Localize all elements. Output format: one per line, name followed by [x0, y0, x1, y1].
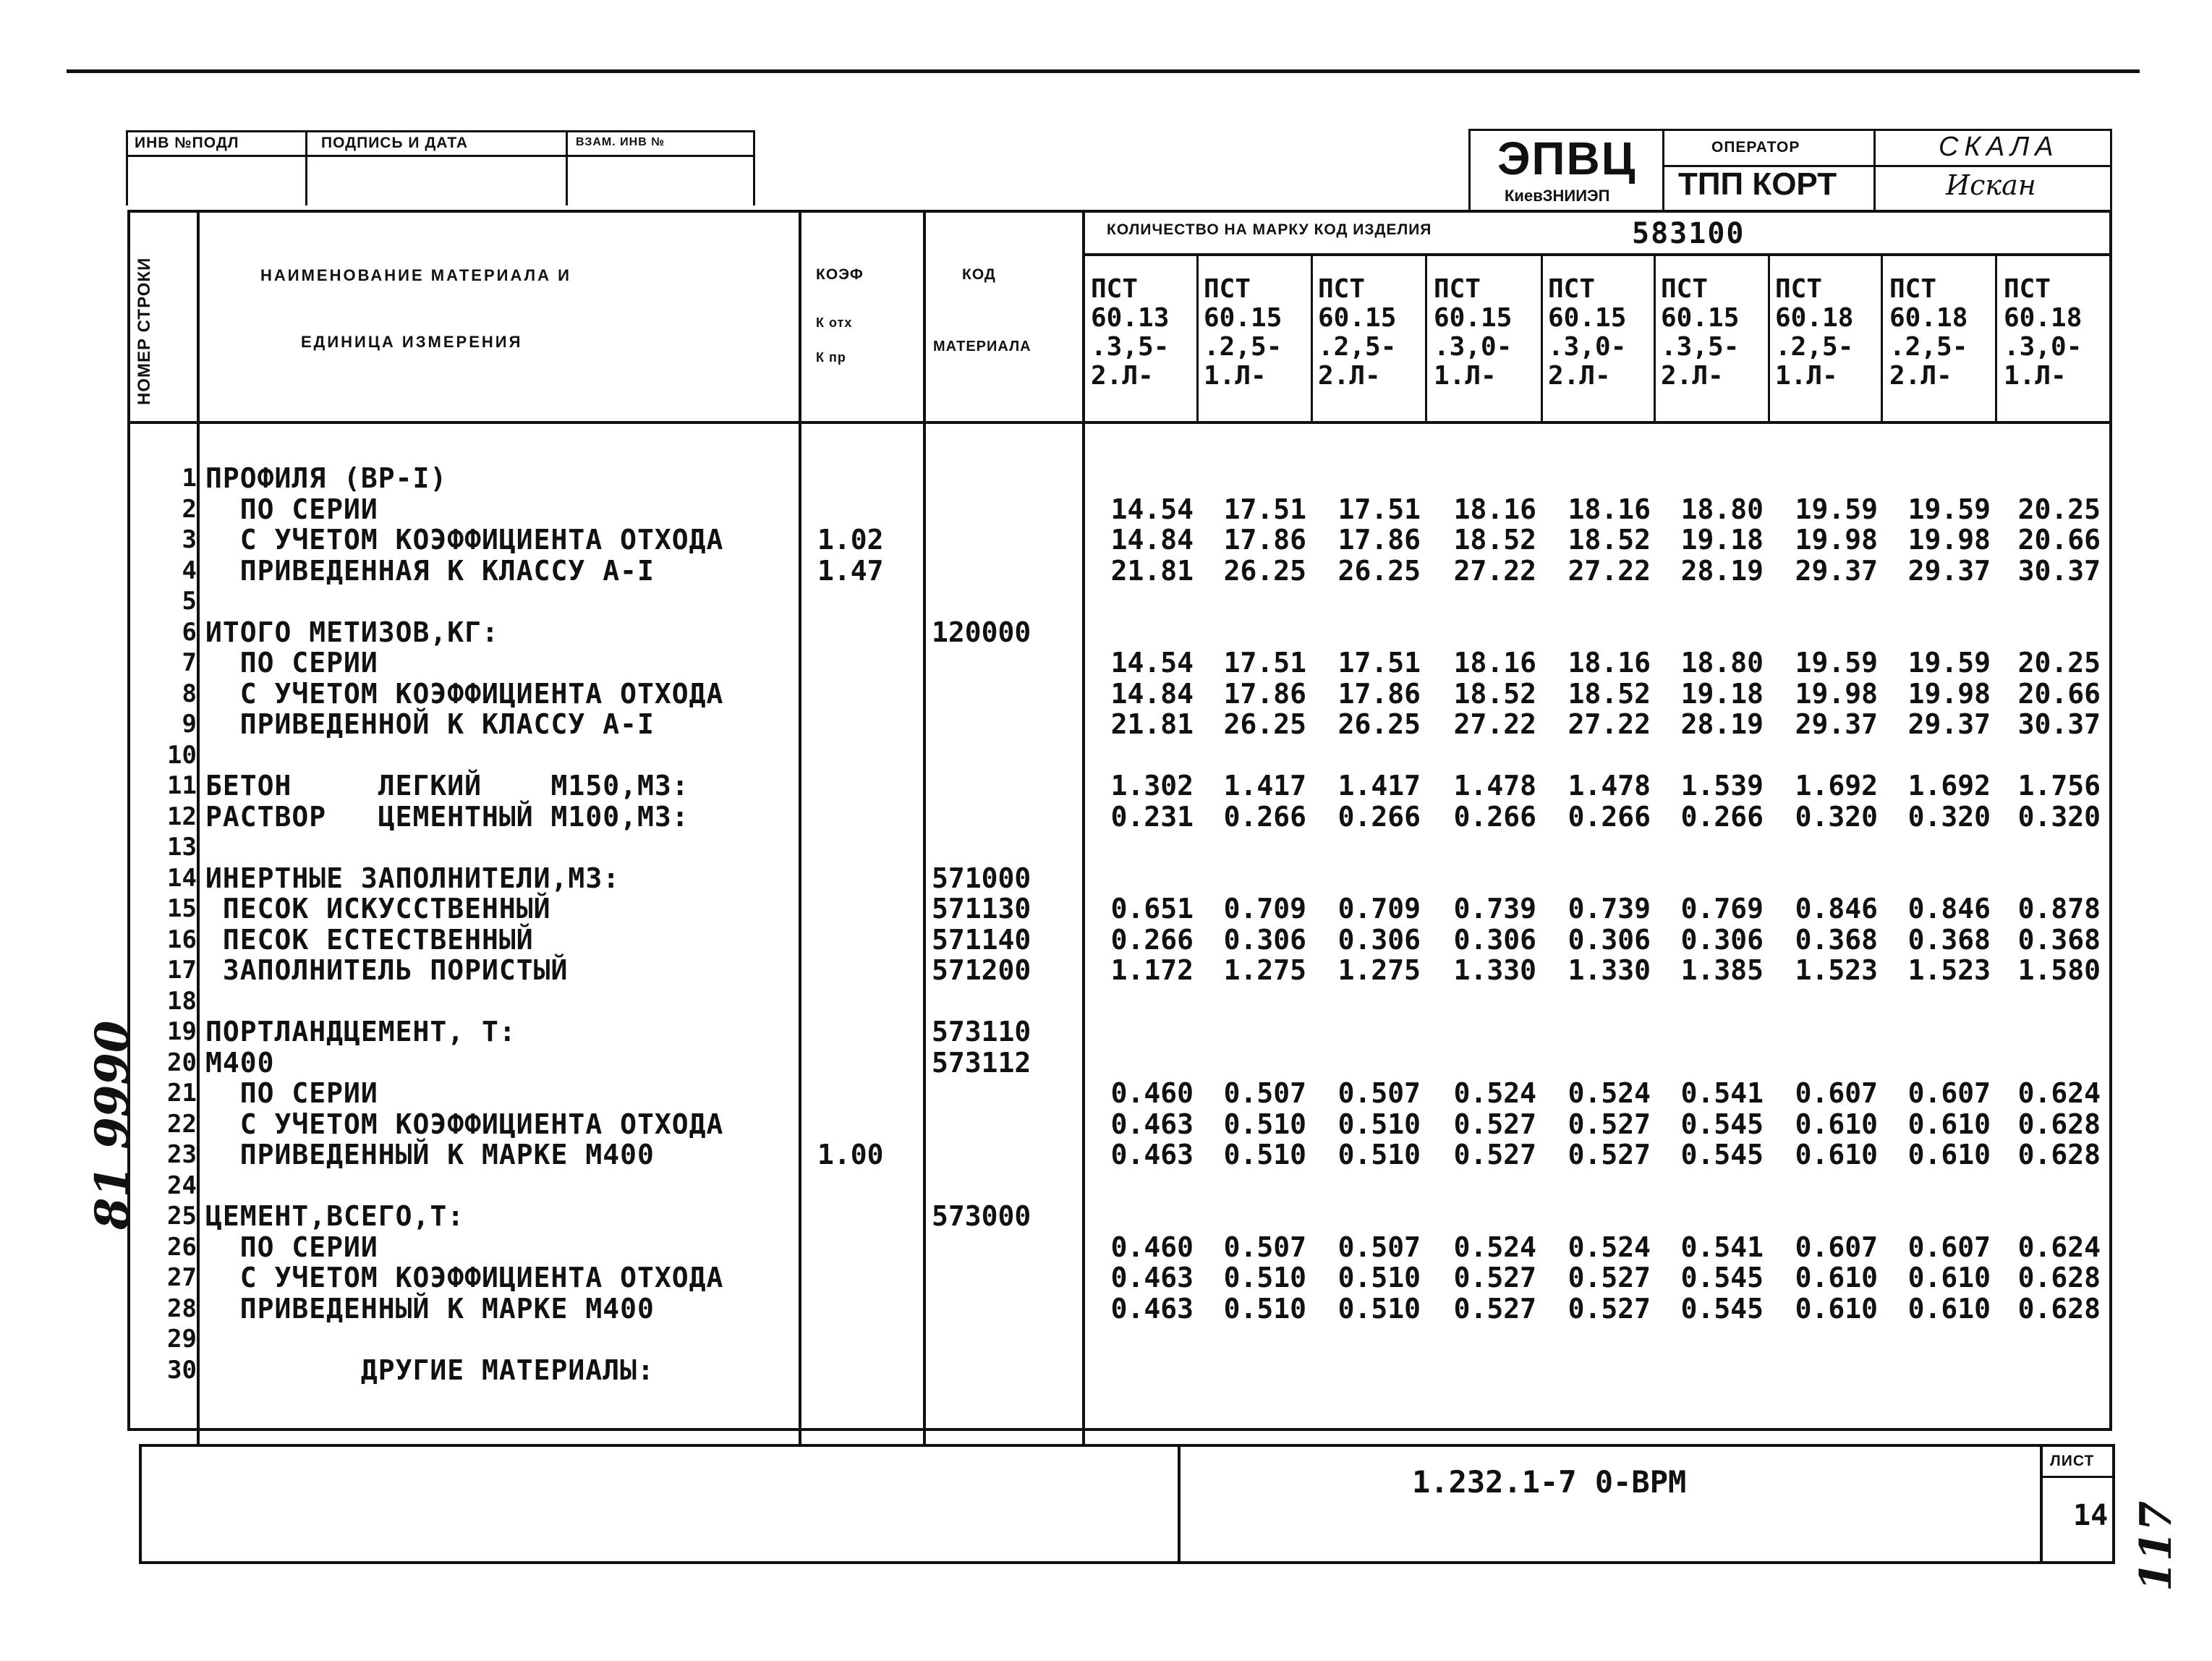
- quantity-cell: 0.607: [1795, 1231, 1878, 1263]
- quantity-cell: 0.266: [1567, 801, 1651, 833]
- quantity-cell: 0.610: [1795, 1262, 1878, 1293]
- quantity-cell: 0.231: [1110, 801, 1194, 833]
- quantity-cell: 0.368: [2017, 925, 2101, 955]
- material-name: ПЕСОК ИСКУССТВЕННЫЙ: [205, 893, 551, 925]
- quantity-cell: 1.756: [2017, 770, 2101, 801]
- quantity-cell: 0.527: [1567, 1108, 1651, 1140]
- quantity-cell: 20.25: [2017, 647, 2101, 678]
- top-rule: [67, 69, 2140, 73]
- quantity-cell: 17.51: [1223, 647, 1306, 679]
- quantity-cell: 19.98: [1907, 524, 1991, 556]
- quantity-cell: 14.54: [1110, 493, 1194, 525]
- material-name-header: НАИМЕНОВАНИЕ МАТЕРИАЛА И: [260, 266, 571, 284]
- quantity-cell: 0.320: [1907, 801, 1991, 833]
- material-name: ПО СЕРИИ: [205, 1231, 378, 1263]
- material-name: ПРОФИЛЯ (ВР-I): [205, 462, 448, 494]
- quantity-cell: 18.16: [1567, 647, 1651, 679]
- quantity-cell: 1.692: [1795, 770, 1878, 802]
- quantity-cell: 0.628: [2017, 1293, 2101, 1324]
- quantity-cell: 0.628: [2017, 1109, 2101, 1139]
- column-header: ПСТ 60.15 .2,5- 1.Л-: [1204, 274, 1282, 391]
- quantity-cell: 0.610: [1907, 1108, 1991, 1140]
- quantity-cell: 18.16: [1567, 493, 1651, 525]
- row-number: 11: [167, 771, 197, 800]
- quantity-cell: 0.709: [1337, 893, 1421, 925]
- quantity-cell: 17.51: [1223, 493, 1306, 525]
- row-number: 6: [182, 618, 197, 647]
- footer-block: [139, 1444, 2115, 1564]
- replace-label: ВЗАМ. ИНВ №: [576, 136, 665, 148]
- quantity-cell: 0.524: [1453, 1077, 1536, 1109]
- material-code: 571000: [932, 862, 1031, 894]
- stamp-right: [1468, 129, 2112, 211]
- quantity-cell: 17.86: [1223, 678, 1306, 710]
- material-name: ПРИВЕДЕННАЯ К КЛАССУ А-I: [205, 555, 655, 587]
- quantity-cell: 0.510: [1337, 1293, 1421, 1325]
- material-name: ПРИВЕДЕННОЙ К КЛАССУ А-I: [205, 708, 655, 740]
- quantity-cell: 0.610: [1795, 1293, 1878, 1325]
- quantity-cell: 0.607: [1907, 1077, 1991, 1109]
- row-number: 9: [182, 710, 197, 739]
- quantity-cell: 0.266: [1110, 924, 1194, 956]
- quantity-cell: 0.527: [1453, 1293, 1536, 1325]
- quantity-cell: 0.510: [1223, 1139, 1306, 1171]
- material-code: 573112: [932, 1047, 1031, 1079]
- quantity-cell: 0.510: [1223, 1293, 1306, 1325]
- quantity-cell: 26.25: [1223, 708, 1306, 740]
- column-header: ПСТ 60.18 .3,0- 1.Л-: [2004, 275, 2083, 391]
- quantity-cell: 19.98: [1795, 524, 1878, 556]
- row-number: 27: [167, 1263, 197, 1292]
- row-number: 13: [167, 833, 197, 862]
- quantity-cell: 0.266: [1223, 801, 1306, 833]
- material-code: 571140: [932, 924, 1031, 956]
- material-name: ДРУГИЕ МАТЕРИАЛЫ:: [205, 1354, 655, 1386]
- quantity-cell: 0.607: [1907, 1231, 1991, 1263]
- quantity-cell: 0.510: [1337, 1262, 1421, 1293]
- row-number-header: НОМЕР СТРОКИ: [135, 257, 154, 405]
- code-header: КОД: [962, 266, 996, 283]
- coef-header: КОЭФ: [816, 266, 864, 283]
- column-header: ПСТ 60.15 .3,0- 1.Л-: [1434, 274, 1513, 391]
- quantity-cell: 17.51: [1337, 493, 1421, 525]
- row-number: 28: [167, 1294, 197, 1323]
- quantity-cell: 1.302: [1110, 770, 1194, 802]
- quantity-cell: 1.692: [1907, 770, 1991, 802]
- quantity-cell: 1.417: [1337, 770, 1421, 802]
- material-name: ПЕСОК ЕСТЕСТВЕННЫЙ: [205, 924, 534, 956]
- quantity-cell: 29.37: [1907, 708, 1991, 740]
- row-number: 22: [167, 1110, 197, 1139]
- quantity-cell: 0.320: [2017, 802, 2101, 832]
- quantity-cell: 0.460: [1110, 1077, 1194, 1109]
- row-number: 16: [167, 925, 197, 954]
- quantity-cell: 1.275: [1337, 954, 1421, 986]
- quantity-cell: 0.545: [1680, 1139, 1764, 1171]
- quantity-cell: 18.52: [1453, 678, 1536, 710]
- quantity-cell: 0.507: [1223, 1231, 1306, 1263]
- quantity-cell: 0.510: [1337, 1108, 1421, 1140]
- quantity-cell: 14.54: [1110, 647, 1194, 679]
- quantity-cell: 28.19: [1680, 708, 1764, 740]
- column-header: ПСТ 60.15 .3,5- 2.Л-: [1661, 274, 1740, 391]
- quantity-cell: 0.524: [1567, 1231, 1651, 1263]
- material-code: 120000: [932, 616, 1031, 648]
- quantity-cell: 29.37: [1907, 555, 1991, 587]
- row-number: 23: [167, 1140, 197, 1169]
- quantity-cell: 0.527: [1567, 1293, 1651, 1325]
- coefficient: 1.00: [817, 1139, 884, 1171]
- quantity-cell: 0.610: [1907, 1293, 1991, 1325]
- material-code: 573110: [932, 1016, 1031, 1048]
- quantity-cell: 0.266: [1337, 801, 1421, 833]
- row-number: 1: [182, 464, 197, 493]
- inv-label: ИНВ №ПОДЛ: [135, 135, 239, 151]
- quantity-cell: 17.86: [1223, 524, 1306, 556]
- row-number: 19: [167, 1017, 197, 1046]
- quantity-cell: 1.539: [1680, 770, 1764, 802]
- row-number: 30: [167, 1356, 197, 1385]
- quantity-cell: 27.22: [1567, 555, 1651, 587]
- quantity-cell: 26.25: [1337, 708, 1421, 740]
- quantity-cell: 0.628: [2017, 1262, 2101, 1293]
- material-name: ПРИВЕДЕННЫЙ К МАРКЕ М400: [205, 1293, 655, 1325]
- quantity-cell: 0.463: [1110, 1108, 1194, 1140]
- quantity-cell: 0.545: [1680, 1293, 1764, 1325]
- operator-label: ОПЕРАТОР: [1711, 139, 1800, 156]
- coef-reduce-header: К пр: [816, 350, 846, 365]
- system-name: СКАЛА: [1939, 132, 2059, 162]
- quantity-cell: 0.545: [1680, 1108, 1764, 1140]
- quantity-cell: 0.709: [1223, 893, 1306, 925]
- quantity-cell: 0.266: [1680, 801, 1764, 833]
- quantity-cell: 26.25: [1337, 555, 1421, 587]
- quantity-header: КОЛИЧЕСТВО НА МАРКУ КОД ИЗДЕЛИЯ: [1107, 221, 1432, 238]
- quantity-cell: 0.306: [1680, 924, 1764, 956]
- quantity-cell: 1.275: [1223, 954, 1306, 986]
- quantity-cell: 0.510: [1223, 1262, 1306, 1293]
- quantity-cell: 0.527: [1567, 1262, 1651, 1293]
- quantity-cell: 0.628: [2017, 1139, 2101, 1170]
- quantity-cell: 19.59: [1795, 647, 1878, 679]
- column-header: ПСТ 60.13 .3,5- 2.Л-: [1091, 274, 1170, 391]
- row-number: 26: [167, 1233, 197, 1262]
- quantity-cell: 0.651: [1110, 893, 1194, 925]
- quantity-cell: 0.739: [1567, 893, 1651, 925]
- row-number: 4: [182, 556, 197, 585]
- quantity-cell: 17.51: [1337, 647, 1421, 679]
- quantity-cell: 1.330: [1453, 954, 1536, 986]
- material-name: ИТОГО МЕТИЗОВ,КГ:: [205, 616, 499, 648]
- quantity-cell: 21.81: [1110, 555, 1194, 587]
- quantity-cell: 0.607: [1795, 1077, 1878, 1109]
- quantity-cell: 14.84: [1110, 524, 1194, 556]
- quantity-cell: 0.624: [2017, 1078, 2101, 1108]
- material-name: ПО СЕРИИ: [205, 1077, 378, 1109]
- material-name: ПО СЕРИИ: [205, 647, 378, 679]
- row-number: 3: [182, 525, 197, 554]
- quantity-cell: 0.306: [1223, 924, 1306, 956]
- quantity-cell: 0.524: [1453, 1231, 1536, 1263]
- quantity-cell: 17.86: [1337, 524, 1421, 556]
- quantity-cell: 18.52: [1567, 524, 1651, 556]
- quantity-cell: 19.18: [1680, 678, 1764, 710]
- sheet-label: ЛИСТ: [2050, 1453, 2095, 1469]
- quantity-cell: 0.510: [1223, 1108, 1306, 1140]
- page-mark: 117: [2131, 1500, 2182, 1592]
- material-name: С УЧЕТОМ КОЭФФИЦИЕНТА ОТХОДА: [205, 524, 724, 556]
- quantity-cell: 18.80: [1680, 647, 1764, 679]
- quantity-cell: 20.66: [2017, 679, 2101, 709]
- row-number: 24: [167, 1171, 197, 1200]
- org-sub: КиевЗНИИЭП: [1505, 187, 1610, 205]
- row-number: 2: [182, 495, 197, 524]
- quantity-cell: 19.98: [1795, 678, 1878, 710]
- row-number: 25: [167, 1202, 197, 1231]
- quantity-cell: 19.59: [1795, 493, 1878, 525]
- unit-header: ЕДИНИЦА ИЗМЕРЕНИЯ: [301, 333, 523, 351]
- quantity-cell: 1.330: [1567, 954, 1651, 986]
- row-number: 20: [167, 1048, 197, 1077]
- quantity-cell: 0.507: [1337, 1231, 1421, 1263]
- sheet-number: 14: [2073, 1499, 2109, 1532]
- row-number: 21: [167, 1079, 197, 1108]
- quantity-cell: 0.769: [1680, 893, 1764, 925]
- material-code: 571200: [932, 954, 1031, 986]
- row-number: 10: [167, 741, 197, 770]
- material-name: С УЧЕТОМ КОЭФФИЦИЕНТА ОТХОДА: [205, 1108, 724, 1140]
- quantity-cell: 17.86: [1337, 678, 1421, 710]
- material-name: ПОРТЛАНДЦЕМЕНТ, Т:: [205, 1016, 516, 1048]
- quantity-cell: 1.478: [1453, 770, 1536, 802]
- row-number: 17: [167, 956, 197, 985]
- quantity-cell: 20.25: [2017, 494, 2101, 524]
- quantity-cell: 29.37: [1795, 555, 1878, 587]
- row-number: 18: [167, 987, 197, 1016]
- quantity-cell: 1.523: [1907, 954, 1991, 986]
- quantity-cell: 0.368: [1907, 924, 1991, 956]
- quantity-cell: 0.541: [1680, 1231, 1764, 1263]
- material-code: 573000: [932, 1200, 1031, 1232]
- quantity-cell: 30.37: [2017, 556, 2101, 586]
- material-name: РАСТВОР ЦЕМЕНТНЫЙ М100,М3:: [205, 801, 689, 833]
- row-number: 15: [167, 894, 197, 923]
- quantity-cell: 0.610: [1795, 1108, 1878, 1140]
- quantity-cell: 0.846: [1907, 893, 1991, 925]
- quantity-cell: 1.385: [1680, 954, 1764, 986]
- row-number: 12: [167, 802, 197, 831]
- material-name: М400: [205, 1047, 275, 1079]
- material-name: ЗАПОЛНИТЕЛЬ ПОРИСТЫЙ: [205, 954, 569, 986]
- quantity-cell: 19.18: [1680, 524, 1764, 556]
- quantity-cell: 27.22: [1567, 708, 1651, 740]
- quantity-cell: 0.527: [1567, 1139, 1651, 1171]
- quantity-cell: 0.460: [1110, 1231, 1194, 1263]
- column-header: ПСТ 60.15 .2,5- 2.Л-: [1318, 274, 1397, 391]
- quantity-cell: 0.846: [1795, 893, 1878, 925]
- material-code: 571130: [932, 893, 1031, 925]
- coef-waste-header: К отх: [816, 315, 853, 330]
- row-number: 8: [182, 679, 197, 708]
- quantity-cell: 0.507: [1337, 1077, 1421, 1109]
- quantity-cell: 0.524: [1567, 1077, 1651, 1109]
- material-name: ИНЕРТНЫЕ ЗАПОЛНИТЕЛИ,М3:: [205, 862, 621, 894]
- quantity-cell: 1.523: [1795, 954, 1878, 986]
- quantity-cell: 0.541: [1680, 1077, 1764, 1109]
- row-number: 29: [167, 1325, 197, 1354]
- quantity-cell: 18.16: [1453, 493, 1536, 525]
- coefficient: 1.47: [817, 555, 884, 587]
- column-header: ПСТ 60.18 .2,5- 2.Л-: [1889, 274, 1968, 391]
- quantity-cell: 26.25: [1223, 555, 1306, 587]
- material-name: С УЧЕТОМ КОЭФФИЦИЕНТА ОТХОДА: [205, 1262, 724, 1293]
- quantity-cell: 0.624: [2017, 1232, 2101, 1262]
- quantity-cell: 27.22: [1453, 708, 1536, 740]
- material-name: ПО СЕРИИ: [205, 493, 378, 525]
- material-name: С УЧЕТОМ КОЭФФИЦИЕНТА ОТХОДА: [205, 678, 724, 710]
- quantity-cell: 0.507: [1223, 1077, 1306, 1109]
- material-code-header: МАТЕРИАЛА: [933, 339, 1031, 354]
- material-name: ПРИВЕДЕННЫЙ К МАРКЕ М400: [205, 1139, 655, 1171]
- row-number: 14: [167, 864, 197, 893]
- doc-code: 1.232.1-7 0-ВРМ: [1412, 1464, 1687, 1500]
- material-name: ЦЕМЕНТ,ВСЕГО,Т:: [205, 1200, 465, 1232]
- stamp-left: [126, 130, 755, 205]
- quantity-cell: 1.172: [1110, 954, 1194, 986]
- row-number: 5: [182, 587, 197, 616]
- column-header: ПСТ 60.18 .2,5- 1.Л-: [1775, 274, 1854, 391]
- quantity-cell: 27.22: [1453, 555, 1536, 587]
- material-name: БЕТОН ЛЕГКИЙ М150,М3:: [205, 770, 689, 802]
- quantity-cell: 0.306: [1567, 924, 1651, 956]
- quantity-cell: 0.527: [1453, 1139, 1536, 1171]
- quantity-cell: 18.52: [1567, 678, 1651, 710]
- quantity-cell: 0.510: [1337, 1139, 1421, 1171]
- quantity-cell: 0.306: [1337, 924, 1421, 956]
- signature: Искан: [1946, 169, 2036, 201]
- coefficient: 1.02: [817, 524, 884, 556]
- quantity-cell: 1.580: [2017, 955, 2101, 985]
- quantity-cell: 18.16: [1453, 647, 1536, 679]
- quantity-cell: 20.66: [2017, 524, 2101, 555]
- quantity-cell: 19.59: [1907, 493, 1991, 525]
- quantity-cell: 0.306: [1453, 924, 1536, 956]
- quantity-cell: 0.527: [1453, 1108, 1536, 1140]
- quantity-cell: 0.545: [1680, 1262, 1764, 1293]
- org-name: ЭПВЦ: [1497, 132, 1637, 184]
- quantity-cell: 0.878: [2017, 893, 2101, 924]
- column-header: ПСТ 60.15 .3,0- 2.Л-: [1548, 274, 1627, 391]
- operator-value: ТПП КОРТ: [1678, 166, 1837, 202]
- quantity-cell: 0.266: [1453, 801, 1536, 833]
- quantity-cell: 0.463: [1110, 1139, 1194, 1171]
- quantity-cell: 1.478: [1567, 770, 1651, 802]
- quantity-cell: 19.59: [1907, 647, 1991, 679]
- product-code: 583100: [1632, 217, 1745, 250]
- quantity-cell: 0.739: [1453, 893, 1536, 925]
- quantity-cell: 0.463: [1110, 1293, 1194, 1325]
- quantity-cell: 0.320: [1795, 801, 1878, 833]
- quantity-cell: 0.463: [1110, 1262, 1194, 1293]
- quantity-cell: 30.37: [2017, 709, 2101, 739]
- quantity-cell: 29.37: [1795, 708, 1878, 740]
- quantity-cell: 0.610: [1907, 1262, 1991, 1293]
- quantity-cell: 0.368: [1795, 924, 1878, 956]
- sign-label: ПОДПИСЬ И ДАТА: [321, 135, 469, 151]
- quantity-cell: 21.81: [1110, 708, 1194, 740]
- row-number: 7: [182, 648, 197, 677]
- side-note: 81 9990: [85, 1020, 140, 1230]
- quantity-cell: 0.610: [1795, 1139, 1878, 1171]
- quantity-cell: 0.527: [1453, 1262, 1536, 1293]
- quantity-cell: 18.52: [1453, 524, 1536, 556]
- quantity-cell: 18.80: [1680, 493, 1764, 525]
- quantity-cell: 14.84: [1110, 678, 1194, 710]
- quantity-cell: 28.19: [1680, 555, 1764, 587]
- quantity-cell: 0.610: [1907, 1139, 1991, 1171]
- quantity-cell: 19.98: [1907, 678, 1991, 710]
- quantity-cell: 1.417: [1223, 770, 1306, 802]
